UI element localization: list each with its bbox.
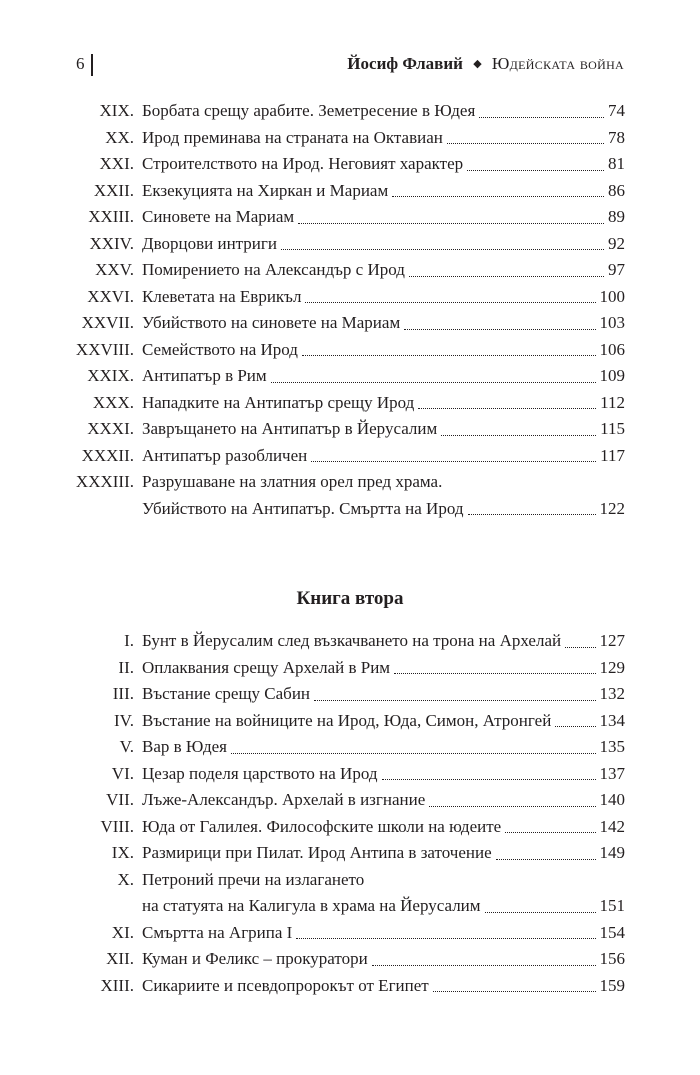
- chapter-title: Бунт в Йерусалим след възкачването на трона на Архелай: [142, 631, 562, 650]
- chapter-number: XI.: [111, 922, 134, 942]
- chapter-title: Смъртта на Агрипа I: [142, 922, 293, 942]
- toc-entry: [0, 681, 700, 708]
- chapter-number: XXXII.: [81, 445, 134, 465]
- page-ref: 89: [608, 207, 625, 226]
- toc-entry: [0, 363, 700, 390]
- chapter-title: Антипатър разобличен: [142, 445, 308, 465]
- header-divider: [91, 54, 93, 76]
- toc-entry: [0, 98, 700, 125]
- chapter-title: Помирението на Александър с Ирод: [142, 260, 405, 279]
- dot-leader: [409, 275, 604, 277]
- toc-entry: [0, 628, 700, 655]
- toc-entry: [0, 416, 700, 443]
- chapter-number: V.: [119, 737, 134, 756]
- dot-leader: [404, 328, 595, 330]
- page-ref: 78: [608, 127, 625, 147]
- page-ref: 86: [608, 180, 625, 200]
- chapter-number: IV.: [114, 710, 134, 730]
- page-ref: 142: [599, 816, 625, 836]
- toc-entry: [0, 125, 700, 152]
- table-of-contents-part-2: [0, 628, 700, 999]
- page-ref: 106: [599, 339, 625, 359]
- page-ref: 115: [600, 419, 625, 438]
- chapter-number: VIII.: [100, 816, 134, 836]
- toc-entry: [0, 231, 700, 258]
- chapter-number: XXIX.: [87, 366, 134, 385]
- page-ref: 112: [600, 392, 625, 412]
- dot-leader: [429, 805, 595, 807]
- dot-leader: [555, 725, 595, 727]
- page-ref: 135: [599, 737, 625, 756]
- toc-entry: [0, 443, 700, 470]
- page-ref: 132: [599, 684, 625, 703]
- chapter-number: X.: [117, 869, 134, 889]
- dot-leader: [296, 937, 595, 939]
- page-ref: 127: [599, 631, 625, 650]
- toc-entry: [0, 178, 700, 205]
- dot-leader: [418, 407, 596, 409]
- page-ref: 154: [599, 922, 625, 942]
- chapter-title: Синовете на Мариам: [142, 207, 295, 226]
- chapter-title: Дворцови интриги: [142, 233, 277, 253]
- dot-leader: [271, 381, 596, 383]
- chapter-title: Юда от Галилея. Философските школи на юдеите: [142, 816, 502, 836]
- dot-leader: [479, 116, 604, 118]
- chapter-number: XIII.: [100, 975, 134, 995]
- page-ref: 92: [608, 233, 625, 253]
- chapter-title: Вар в Юдея: [142, 737, 227, 756]
- chapter-title: на статуята на Калигула в храма на Йерусалим: [142, 896, 481, 915]
- chapter-number: XXIV.: [89, 233, 134, 253]
- chapter-title: Ирод преминава на страната на Октавиан: [142, 127, 443, 147]
- dot-leader: [485, 911, 596, 913]
- dot-leader: [394, 672, 595, 674]
- diamond-separator-icon: ◆: [473, 58, 482, 70]
- dot-leader: [433, 990, 596, 992]
- chapter-number: XXV.: [95, 260, 134, 279]
- chapter-number: XXVII.: [81, 313, 134, 332]
- chapter-title: Клеветата на Еврикъл: [142, 286, 302, 306]
- chapter-number: XII.: [106, 949, 134, 968]
- page-ref: 81: [608, 154, 625, 173]
- chapter-title: Сикариите и псевдопророкът от Египет: [142, 975, 429, 995]
- toc-entry: [0, 257, 700, 284]
- chapter-title: Оплаквания срещу Архелай в Рим: [142, 657, 391, 677]
- chapter-title: Въстание срещу Сабин: [142, 684, 311, 703]
- page-ref: 140: [599, 790, 625, 809]
- page-ref: 129: [599, 657, 625, 677]
- book-title: Юдейската война: [491, 54, 624, 73]
- chapter-number: XIX.: [99, 101, 134, 120]
- running-header: [76, 54, 624, 78]
- toc-entry: [0, 920, 700, 947]
- dot-leader: [565, 646, 595, 648]
- chapter-number: XXVIII.: [75, 339, 134, 359]
- chapter-number: I.: [124, 631, 134, 650]
- toc-entry: [0, 310, 700, 337]
- toc-entry: [0, 655, 700, 682]
- toc-entry: [0, 946, 700, 973]
- chapter-title: Лъже-Александър. Архелай в изгнание: [142, 790, 426, 809]
- chapter-title: Разрушаване на златния орел пред храма.: [142, 472, 443, 491]
- dot-leader: [302, 354, 596, 356]
- chapter-number: XXX.: [92, 392, 134, 412]
- chapter-number: II.: [118, 657, 134, 677]
- toc-entry: [0, 284, 700, 311]
- toc-entry: [0, 734, 700, 761]
- toc-entry: [0, 973, 700, 1000]
- page-ref: 117: [600, 445, 625, 465]
- page-ref: 109: [599, 366, 625, 385]
- toc-entry: [0, 151, 700, 178]
- page-ref: 159: [599, 975, 625, 995]
- chapter-title: Цезар поделя царството на Ирод: [142, 763, 378, 783]
- dot-leader: [311, 460, 596, 462]
- chapter-number: XXI.: [99, 154, 134, 173]
- toc-entry: [0, 337, 700, 364]
- chapter-title: Нападките на Антипатър срещу Ирод: [142, 392, 415, 412]
- chapter-title: Убийството на синовете на Мариам: [142, 313, 401, 332]
- chapter-number: XXXI.: [87, 419, 134, 438]
- dot-leader: [231, 752, 596, 754]
- toc-entry: [0, 761, 700, 788]
- toc-entry: [0, 787, 700, 814]
- chapter-number: XX.: [105, 127, 134, 147]
- page-ref: 149: [599, 843, 625, 862]
- chapter-number: XXII.: [93, 180, 134, 200]
- page-ref: 74: [608, 101, 625, 120]
- chapter-title: Строителството на Ирод. Неговият характер: [142, 154, 464, 173]
- dot-leader: [441, 434, 596, 436]
- dot-leader: [468, 513, 596, 515]
- page-ref: 151: [599, 896, 625, 915]
- chapter-number: VII.: [106, 790, 134, 809]
- page-ref: 137: [599, 763, 625, 783]
- page-ref: 100: [599, 286, 625, 306]
- toc-entry: [0, 814, 700, 841]
- toc-entry: [0, 390, 700, 417]
- dot-leader: [298, 222, 604, 224]
- page-ref: 103: [599, 313, 625, 332]
- page-ref: 156: [599, 949, 625, 968]
- chapter-title: Убийството на Антипатър. Смъртта на Ирод: [142, 498, 464, 518]
- chapter-title: Семейството на Ирод: [142, 339, 298, 359]
- chapter-title: Размирици при Пилат. Ирод Антипа в заточение: [142, 843, 492, 862]
- book-two-heading: Книга втора: [296, 588, 404, 609]
- chapter-number: XXVI.: [87, 286, 134, 306]
- chapter-number: VI.: [111, 763, 134, 783]
- dot-leader: [392, 195, 604, 197]
- chapter-title: Завръщането на Антипатър в Йерусалим: [142, 419, 438, 438]
- toc-entry: [0, 840, 700, 867]
- chapter-number: IX.: [111, 843, 134, 862]
- chapter-title: Борбата срещу арабите. Земетресение в Юдея: [142, 101, 476, 120]
- running-head-title: [347, 54, 624, 74]
- dot-leader: [447, 142, 604, 144]
- dot-leader: [505, 831, 595, 833]
- dot-leader: [372, 964, 596, 966]
- chapter-number: XXIII.: [88, 207, 134, 226]
- chapter-title: Въстание на войниците на Ирод, Юда, Симон, Атронгей: [142, 710, 552, 730]
- toc-entry: [0, 867, 700, 920]
- dot-leader: [496, 858, 596, 860]
- page-ref: 134: [599, 710, 625, 730]
- page-ref: 122: [599, 498, 625, 518]
- dot-leader: [467, 169, 604, 171]
- dot-leader: [305, 301, 595, 303]
- toc-entry: [0, 708, 700, 735]
- author-name: Йосиф Флавий: [347, 54, 463, 73]
- chapter-number: XXXIII.: [75, 472, 134, 491]
- chapter-title: Петроний пречи на излагането: [142, 869, 365, 889]
- dot-leader: [382, 778, 596, 780]
- chapter-title: Куман и Феликс – прокуратори: [142, 949, 368, 968]
- table-of-contents-part-1: [0, 98, 700, 522]
- chapter-number: III.: [112, 684, 134, 703]
- toc-entry: [0, 204, 700, 231]
- dot-leader: [314, 699, 595, 701]
- page-number: 6: [76, 54, 85, 73]
- chapter-title: Антипатър в Рим: [142, 366, 267, 385]
- chapter-title: Екзекуцията на Хиркан и Мариам: [142, 180, 389, 200]
- toc-entry: [0, 469, 700, 522]
- page-ref: 97: [608, 260, 625, 279]
- dot-leader: [281, 248, 604, 250]
